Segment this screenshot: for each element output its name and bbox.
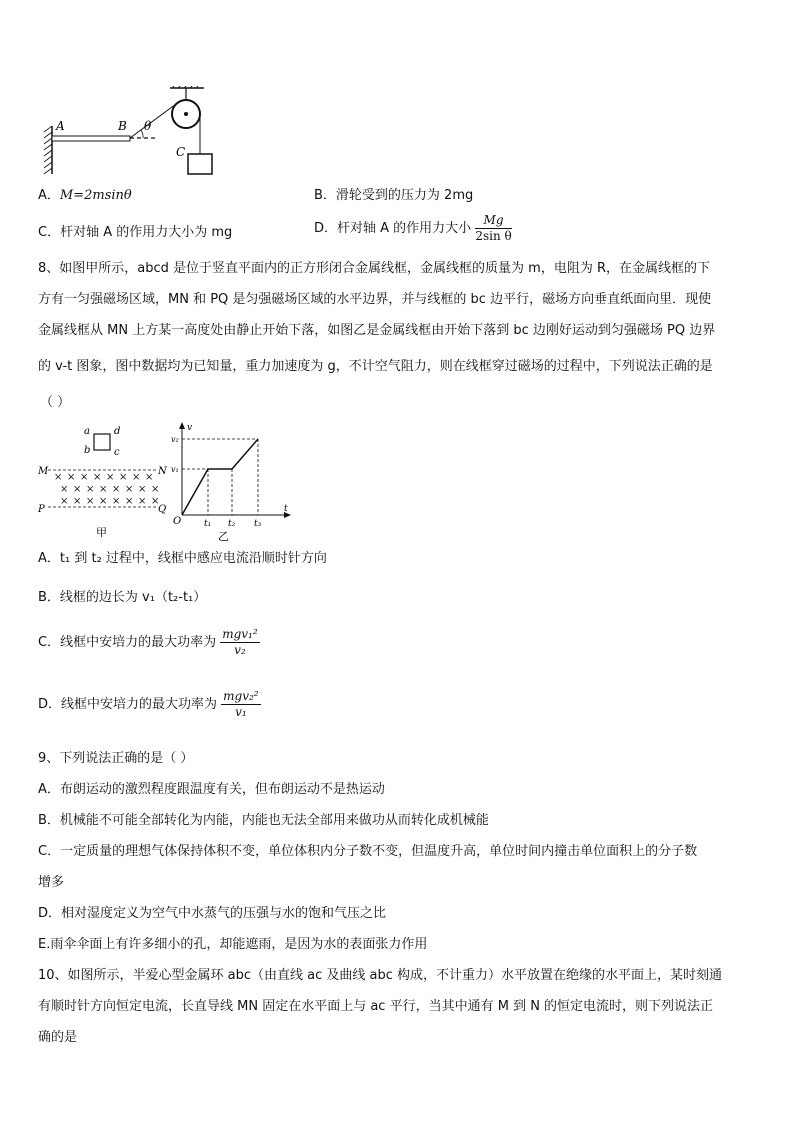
q7-option-d-text: 杆对轴 A 的作用力大小 — [337, 221, 472, 236]
q9-option-b: B．机械能不可能全部转化为内能，内能也无法全部用来做功从而转化成机械能 — [38, 813, 489, 828]
field-cross: × — [60, 484, 69, 495]
svg-text:Q: Q — [158, 504, 167, 515]
field-cross: × — [132, 472, 141, 483]
field-cross: × — [138, 496, 147, 507]
field-cross: × — [125, 484, 134, 495]
field-cross: × — [99, 484, 108, 495]
q7-option-c-text: 杆对轴 A 的作用力大小为 mg — [60, 225, 233, 240]
figure-jia-caption: 甲 — [96, 526, 107, 539]
field-cross: × — [125, 496, 134, 507]
q9-option-a: A．布朗运动的激烈程度跟温度有关，但布朗运动不是热运动 — [38, 782, 385, 797]
field-cross: × — [80, 472, 89, 483]
svg-text:d: d — [114, 426, 121, 437]
square-loop — [94, 434, 110, 450]
field-cross: × — [86, 496, 95, 507]
q10-stem-line-3: 确的是 — [38, 1030, 78, 1045]
field-cross: × — [112, 496, 121, 507]
field-cross: × — [151, 484, 160, 495]
q10-stem-line-2: 有顺时针方向恒定电流，长直导线 MN 固定在水平面上与 ac 平行，当其中通有 M 到 N 的恒定电流时，则下列说法正 — [38, 999, 714, 1014]
q10-stem-line-1: 10、如图所示，半爱心型金属环 abc（由直线 ac 及曲线 abc 构成，不计重力）水平放置在绝缘的水平面上，某时刻通 — [38, 968, 723, 983]
q9-option-e: E.雨伞伞面上有许多细小的孔，却能遮雨，是因为水的表面张力作用 — [38, 937, 428, 952]
q7-option-b-text: 滑轮受到的压力为 2mg — [335, 188, 474, 203]
label-B: B — [118, 119, 127, 133]
q8-stem-line-4: 的 v-t 图象，图中数据均为已知量，重力加速度为 g，不计空气阻力，则在线框穿过磁场的过程中，下列说法正确的是 — [38, 359, 713, 374]
svg-text:v₁: v₁ — [171, 465, 179, 474]
svg-text:M: M — [38, 466, 49, 477]
label-A: A — [56, 119, 65, 133]
q7-option-b: B．滑轮受到的压力为 2mg — [314, 188, 474, 203]
svg-text:P: P — [38, 504, 45, 515]
svg-text:t₂: t₂ — [228, 519, 236, 529]
q8-stem-line-1: 8、如图甲所示，abcd 是位于竖直平面内的正方形闭合金属线框，金属线框的质量为 m，电阻为 R，在金属线框的下 — [38, 261, 710, 276]
figure-yi-vt-graph — [170, 420, 295, 545]
svg-text:O: O — [173, 516, 182, 527]
field-cross: × — [60, 496, 69, 507]
svg-text:N: N — [158, 466, 167, 477]
q7-option-d: D．杆对轴 A 的作用力大小 $\frac{Mg}{\text{2sin θ}}$ — [314, 213, 512, 243]
q8-option-d-fraction: $\frac{\text{mgv₂²}}{\text{v₁}}$ — [223, 689, 259, 719]
q8-option-c: C．线框中安培力的最大功率为 $\frac{\text{mgv₁²}}{\text{v₂}}$ — [38, 627, 258, 657]
svg-text:b: b — [84, 445, 91, 456]
q7-option-a-text: M=2msinθ — [59, 188, 132, 203]
svg-text:t₁: t₁ — [204, 519, 212, 529]
pulley-rod-figure — [38, 86, 238, 186]
field-cross: × — [119, 472, 128, 483]
field-cross: × — [86, 484, 95, 495]
figure-yi-caption: 乙 — [218, 530, 229, 543]
field-cross: × — [73, 484, 82, 495]
label-theta: θ — [144, 119, 152, 133]
figure-jia-magnetic-field — [36, 420, 171, 545]
svg-text:c: c — [114, 447, 120, 458]
svg-text:v₂: v₂ — [171, 435, 179, 444]
q8-option-d: D．线框中安培力的最大功率为 $\frac{\text{mgv₂²}}{\text{v₁}}$ — [38, 689, 259, 719]
q9-option-c-cont: 增多 — [38, 875, 65, 890]
svg-text:t₃: t₃ — [254, 519, 262, 529]
q9-option-d: D．相对湿度定义为空气中水蒸气的压强与水的饱和气压之比 — [38, 906, 387, 921]
q7-option-c: C．杆对轴 A 的作用力大小为 mg — [38, 225, 233, 240]
q8-stem-line-3: 金属线框从 MN 上方某一高度处由静止开始下落，如图乙是金属线框由开始下落到 bc 边刚好运动到匀强磁场 PQ 边界 — [38, 323, 716, 338]
field-cross: × — [73, 496, 82, 507]
q8-answer-blank: （ ） — [40, 395, 71, 410]
field-cross: × — [145, 472, 154, 483]
field-cross: × — [106, 472, 115, 483]
field-cross: × — [99, 496, 108, 507]
q8-stem-line-2: 方有一匀强磁场区域，MN 和 PQ 是匀强磁场区域的水平边界，并与线框的 bc 边平行，磁场方向垂直纸面向里．现使 — [38, 292, 712, 307]
svg-text:a: a — [84, 426, 90, 437]
q7-option-a: A．M=2msinθ — [38, 188, 132, 203]
field-cross: × — [112, 484, 121, 495]
q9-option-c: C．一定质量的理想气体保持体积不变，单位体积内分子数不变，但温度升高，单位时间内撞击单位面积上的分子数 — [38, 844, 698, 859]
q8-option-c-fraction: $\frac{\text{mgv₁²}}{\text{v₂}}$ — [222, 627, 258, 657]
q9-stem: 9、下列说法正确的是（ ） — [38, 751, 194, 766]
svg-text:v: v — [187, 423, 193, 433]
field-cross: × — [67, 472, 76, 483]
field-cross: × — [54, 472, 63, 483]
field-cross: × — [93, 472, 102, 483]
q8-option-a: A．t₁ 到 t₂ 过程中，线框中感应电流沿顺时针方向 — [38, 551, 327, 566]
label-C: C — [176, 145, 186, 159]
q8-option-b: B．线框的边长为 v₁（t₂-t₁） — [38, 590, 207, 605]
svg-text:t: t — [284, 504, 288, 514]
q7-option-d-fraction: $\frac{Mg}{\text{2sin θ}}$ — [475, 213, 512, 243]
field-cross: × — [138, 484, 147, 495]
field-cross: × — [151, 496, 160, 507]
